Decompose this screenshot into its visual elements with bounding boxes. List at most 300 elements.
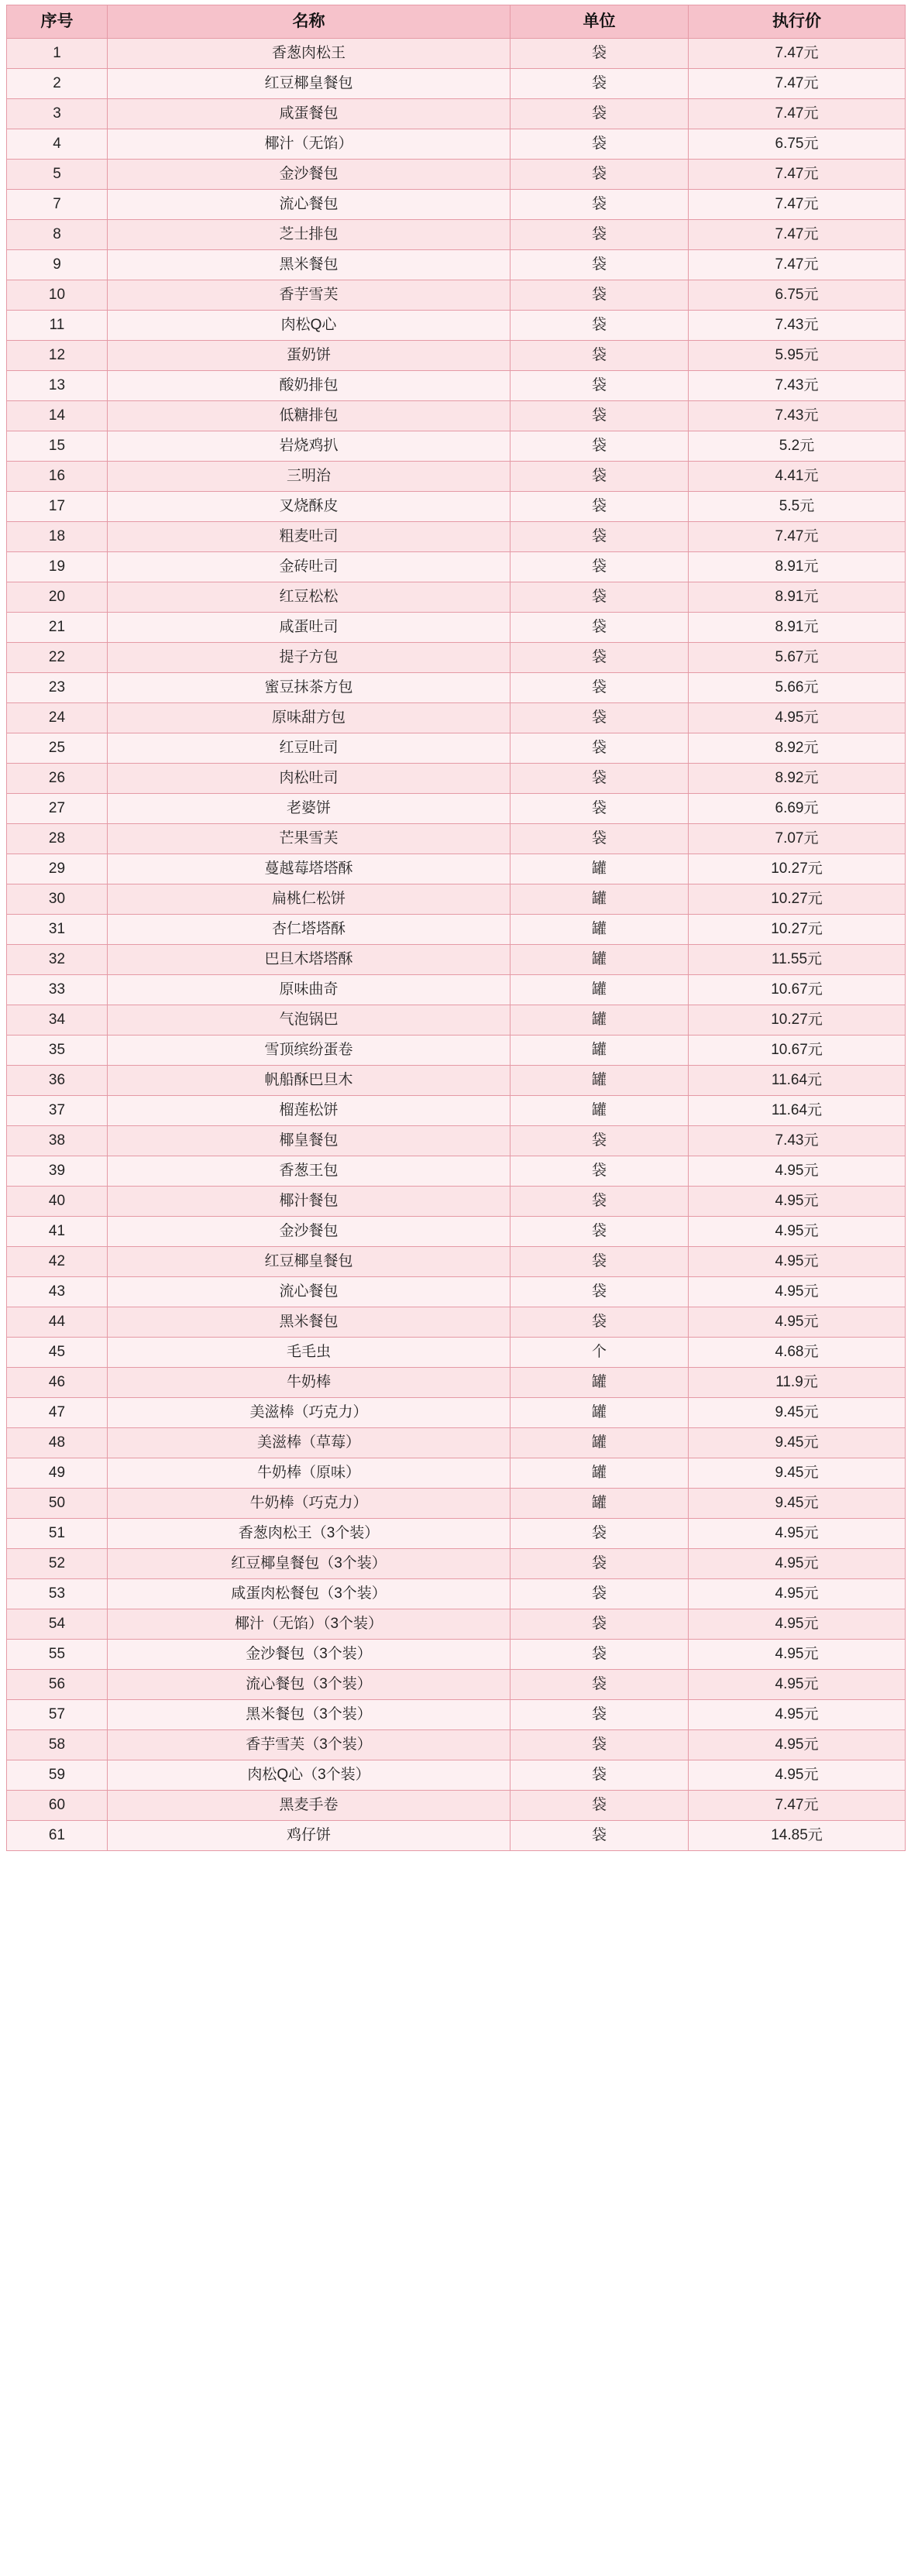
cell-price: 7.47元 (689, 99, 906, 129)
cell-price: 7.47元 (689, 522, 906, 552)
price-table (6, 5, 906, 1851)
cell-price: 7.47元 (689, 160, 906, 190)
cell-price: 5.67元 (689, 643, 906, 673)
cell-unit: 袋 (511, 673, 689, 703)
cell-index: 34 (7, 1005, 108, 1036)
cell-index: 21 (7, 613, 108, 643)
cell-price: 4.41元 (689, 462, 906, 492)
cell-index: 49 (7, 1458, 108, 1489)
cell-name: 金沙餐包（3个装） (108, 1640, 511, 1670)
table-row (7, 431, 906, 462)
cell-name: 黑米餐包（3个装） (108, 1700, 511, 1730)
cell-price: 5.2元 (689, 431, 906, 462)
cell-unit: 罐 (511, 975, 689, 1005)
cell-name: 肉松吐司 (108, 764, 511, 794)
cell-unit: 袋 (511, 703, 689, 733)
cell-name: 红豆吐司 (108, 733, 511, 764)
cell-name: 原味曲奇 (108, 975, 511, 1005)
cell-name: 美滋棒（草莓） (108, 1428, 511, 1458)
cell-name: 原味甜方包 (108, 703, 511, 733)
cell-unit: 袋 (511, 552, 689, 582)
cell-name: 流心餐包 (108, 190, 511, 220)
cell-unit: 袋 (511, 1700, 689, 1730)
cell-price: 7.47元 (689, 190, 906, 220)
cell-unit: 袋 (511, 250, 689, 280)
cell-unit: 袋 (511, 1821, 689, 1851)
cell-price: 4.95元 (689, 1640, 906, 1670)
cell-index: 36 (7, 1066, 108, 1096)
table-row (7, 39, 906, 69)
cell-price: 6.69元 (689, 794, 906, 824)
table-row (7, 1458, 906, 1489)
column-header-unit: 单位 (511, 5, 689, 39)
cell-unit: 袋 (511, 1549, 689, 1579)
cell-name: 牛奶棒 (108, 1368, 511, 1398)
cell-index: 37 (7, 1096, 108, 1126)
cell-name: 巴旦木塔塔酥 (108, 945, 511, 975)
cell-name: 香芋雪芙（3个装） (108, 1730, 511, 1760)
cell-name: 雪顶缤纷蛋卷 (108, 1036, 511, 1066)
cell-price: 10.27元 (689, 1005, 906, 1036)
cell-unit: 袋 (511, 462, 689, 492)
table-row (7, 582, 906, 613)
cell-index: 43 (7, 1277, 108, 1307)
cell-index: 29 (7, 854, 108, 884)
cell-name: 咸蛋吐司 (108, 613, 511, 643)
cell-price: 6.75元 (689, 280, 906, 311)
cell-name: 帆船酥巴旦木 (108, 1066, 511, 1096)
table-row (7, 1247, 906, 1277)
cell-price: 7.07元 (689, 824, 906, 854)
table-row (7, 552, 906, 582)
cell-name: 咸蛋餐包 (108, 99, 511, 129)
cell-unit: 袋 (511, 733, 689, 764)
cell-price: 4.95元 (689, 1700, 906, 1730)
cell-name: 椰汁（无馅） (108, 129, 511, 160)
cell-name: 香葱肉松王 (108, 39, 511, 69)
table-row (7, 371, 906, 401)
table-row (7, 1791, 906, 1821)
cell-unit: 袋 (511, 280, 689, 311)
table-row (7, 492, 906, 522)
cell-price: 8.92元 (689, 733, 906, 764)
cell-unit: 袋 (511, 643, 689, 673)
table-row (7, 824, 906, 854)
table-row (7, 1700, 906, 1730)
cell-index: 25 (7, 733, 108, 764)
table-row (7, 522, 906, 552)
column-header-price: 执行价 (689, 5, 906, 39)
cell-unit: 袋 (511, 69, 689, 99)
cell-name: 黑米餐包 (108, 250, 511, 280)
cell-unit: 袋 (511, 220, 689, 250)
cell-index: 15 (7, 431, 108, 462)
cell-price: 9.45元 (689, 1489, 906, 1519)
cell-unit: 袋 (511, 1187, 689, 1217)
cell-name: 牛奶棒（原味） (108, 1458, 511, 1489)
cell-unit: 袋 (511, 129, 689, 160)
cell-index: 40 (7, 1187, 108, 1217)
cell-index: 8 (7, 220, 108, 250)
cell-unit: 罐 (511, 884, 689, 915)
table-row (7, 129, 906, 160)
cell-unit: 袋 (511, 824, 689, 854)
cell-index: 30 (7, 884, 108, 915)
cell-index: 56 (7, 1670, 108, 1700)
cell-price: 5.95元 (689, 341, 906, 371)
cell-name: 老婆饼 (108, 794, 511, 824)
cell-index: 51 (7, 1519, 108, 1549)
cell-index: 41 (7, 1217, 108, 1247)
table-row (7, 69, 906, 99)
cell-index: 19 (7, 552, 108, 582)
cell-price: 4.95元 (689, 1307, 906, 1338)
table-row (7, 99, 906, 129)
table-row (7, 764, 906, 794)
cell-price: 7.43元 (689, 1126, 906, 1156)
cell-unit: 袋 (511, 190, 689, 220)
cell-unit: 罐 (511, 1096, 689, 1126)
table-row (7, 1307, 906, 1338)
cell-index: 23 (7, 673, 108, 703)
cell-price: 4.95元 (689, 1217, 906, 1247)
table-row (7, 1005, 906, 1036)
cell-name: 肉松Q心 (108, 311, 511, 341)
cell-price: 5.66元 (689, 673, 906, 703)
cell-price: 7.47元 (689, 1791, 906, 1821)
cell-price: 11.64元 (689, 1066, 906, 1096)
cell-name: 粗麦吐司 (108, 522, 511, 552)
table-row (7, 401, 906, 431)
cell-name: 椰皇餐包 (108, 1126, 511, 1156)
table-row (7, 250, 906, 280)
cell-index: 44 (7, 1307, 108, 1338)
cell-name: 香葱王包 (108, 1156, 511, 1187)
cell-index: 10 (7, 280, 108, 311)
cell-unit: 罐 (511, 1458, 689, 1489)
cell-name: 芝士排包 (108, 220, 511, 250)
cell-name: 流心餐包（3个装） (108, 1670, 511, 1700)
cell-index: 4 (7, 129, 108, 160)
cell-index: 7 (7, 190, 108, 220)
table-row (7, 945, 906, 975)
cell-unit: 罐 (511, 1428, 689, 1458)
cell-price: 4.95元 (689, 1187, 906, 1217)
cell-unit: 罐 (511, 1066, 689, 1096)
cell-index: 5 (7, 160, 108, 190)
cell-name: 香葱肉松王（3个装） (108, 1519, 511, 1549)
cell-name: 低糖排包 (108, 401, 511, 431)
cell-unit: 袋 (511, 1519, 689, 1549)
cell-unit: 袋 (511, 371, 689, 401)
table-header (7, 5, 906, 39)
cell-price: 4.95元 (689, 1247, 906, 1277)
cell-name: 气泡锅巴 (108, 1005, 511, 1036)
table-row (7, 1579, 906, 1609)
cell-unit: 罐 (511, 1368, 689, 1398)
table-row (7, 1096, 906, 1126)
cell-unit: 袋 (511, 1579, 689, 1609)
cell-index: 12 (7, 341, 108, 371)
cell-price: 7.47元 (689, 250, 906, 280)
table-row (7, 915, 906, 945)
cell-index: 45 (7, 1338, 108, 1368)
cell-name: 黑米餐包 (108, 1307, 511, 1338)
table-row (7, 1156, 906, 1187)
cell-price: 8.91元 (689, 552, 906, 582)
table-row (7, 1821, 906, 1851)
cell-unit: 袋 (511, 1640, 689, 1670)
table-row (7, 220, 906, 250)
cell-unit: 袋 (511, 1156, 689, 1187)
cell-index: 60 (7, 1791, 108, 1821)
cell-unit: 罐 (511, 1489, 689, 1519)
cell-index: 16 (7, 462, 108, 492)
cell-index: 57 (7, 1700, 108, 1730)
cell-unit: 罐 (511, 854, 689, 884)
cell-price: 7.43元 (689, 311, 906, 341)
table-row (7, 884, 906, 915)
cell-name: 美滋棒（巧克力） (108, 1398, 511, 1428)
cell-price: 10.27元 (689, 854, 906, 884)
cell-price: 4.68元 (689, 1338, 906, 1368)
cell-name: 金砖吐司 (108, 552, 511, 582)
cell-index: 54 (7, 1609, 108, 1640)
cell-unit: 袋 (511, 99, 689, 129)
cell-unit: 袋 (511, 522, 689, 552)
cell-unit: 袋 (511, 492, 689, 522)
cell-price: 11.55元 (689, 945, 906, 975)
cell-name: 毛毛虫 (108, 1338, 511, 1368)
table-row (7, 1489, 906, 1519)
cell-name: 椰汁（无馅）（3个装） (108, 1609, 511, 1640)
cell-index: 26 (7, 764, 108, 794)
cell-index: 48 (7, 1428, 108, 1458)
cell-price: 7.43元 (689, 371, 906, 401)
cell-price: 10.67元 (689, 975, 906, 1005)
cell-price: 8.92元 (689, 764, 906, 794)
cell-name: 红豆椰皇餐包 (108, 69, 511, 99)
cell-unit: 罐 (511, 1398, 689, 1428)
cell-price: 14.85元 (689, 1821, 906, 1851)
cell-price: 4.95元 (689, 1549, 906, 1579)
cell-name: 芒果雪芙 (108, 824, 511, 854)
cell-name: 扁桃仁松饼 (108, 884, 511, 915)
cell-index: 46 (7, 1368, 108, 1398)
cell-index: 27 (7, 794, 108, 824)
cell-name: 咸蛋肉松餐包（3个装） (108, 1579, 511, 1609)
cell-name: 金沙餐包 (108, 1217, 511, 1247)
cell-unit: 袋 (511, 1730, 689, 1760)
cell-index: 28 (7, 824, 108, 854)
cell-unit: 袋 (511, 431, 689, 462)
table-row (7, 1730, 906, 1760)
table-body (7, 39, 906, 1851)
cell-index: 61 (7, 1821, 108, 1851)
cell-name: 红豆椰皇餐包 (108, 1247, 511, 1277)
cell-unit: 个 (511, 1338, 689, 1368)
cell-index: 38 (7, 1126, 108, 1156)
cell-unit: 袋 (511, 39, 689, 69)
table-row (7, 1640, 906, 1670)
cell-name: 酸奶排包 (108, 371, 511, 401)
cell-price: 4.95元 (689, 1670, 906, 1700)
cell-price: 7.47元 (689, 69, 906, 99)
cell-index: 55 (7, 1640, 108, 1670)
cell-price: 4.95元 (689, 1277, 906, 1307)
table-row (7, 643, 906, 673)
cell-index: 35 (7, 1036, 108, 1066)
table-row (7, 703, 906, 733)
cell-index: 59 (7, 1760, 108, 1791)
table-row (7, 1368, 906, 1398)
cell-unit: 袋 (511, 1217, 689, 1247)
cell-unit: 罐 (511, 915, 689, 945)
table-row (7, 673, 906, 703)
table-header-row (7, 5, 906, 39)
cell-index: 53 (7, 1579, 108, 1609)
cell-index: 20 (7, 582, 108, 613)
cell-unit: 袋 (511, 341, 689, 371)
cell-index: 22 (7, 643, 108, 673)
table-row (7, 1277, 906, 1307)
column-header-index: 序号 (7, 5, 108, 39)
cell-name: 蔓越莓塔塔酥 (108, 854, 511, 884)
cell-name: 流心餐包 (108, 1277, 511, 1307)
cell-unit: 袋 (511, 1277, 689, 1307)
column-header-name: 名称 (108, 5, 511, 39)
cell-price: 8.91元 (689, 613, 906, 643)
cell-unit: 罐 (511, 1036, 689, 1066)
cell-unit: 袋 (511, 1609, 689, 1640)
cell-index: 1 (7, 39, 108, 69)
table-row (7, 1187, 906, 1217)
cell-unit: 罐 (511, 945, 689, 975)
cell-price: 7.47元 (689, 220, 906, 250)
cell-price: 4.95元 (689, 1730, 906, 1760)
table-row (7, 280, 906, 311)
table-row (7, 190, 906, 220)
cell-name: 红豆松松 (108, 582, 511, 613)
cell-unit: 袋 (511, 1126, 689, 1156)
cell-price: 8.91元 (689, 582, 906, 613)
cell-name: 鸡仔饼 (108, 1821, 511, 1851)
cell-price: 9.45元 (689, 1428, 906, 1458)
cell-price: 10.67元 (689, 1036, 906, 1066)
cell-index: 31 (7, 915, 108, 945)
table-row (7, 341, 906, 371)
cell-name: 提子方包 (108, 643, 511, 673)
cell-unit: 罐 (511, 1005, 689, 1036)
cell-index: 3 (7, 99, 108, 129)
table-row (7, 975, 906, 1005)
cell-index: 42 (7, 1247, 108, 1277)
cell-unit: 袋 (511, 794, 689, 824)
cell-name: 榴莲松饼 (108, 1096, 511, 1126)
table-row (7, 733, 906, 764)
cell-name: 蛋奶饼 (108, 341, 511, 371)
table-row (7, 311, 906, 341)
cell-name: 蜜豆抹茶方包 (108, 673, 511, 703)
cell-index: 33 (7, 975, 108, 1005)
cell-unit: 袋 (511, 613, 689, 643)
cell-name: 牛奶棒（巧克力） (108, 1489, 511, 1519)
cell-price: 11.64元 (689, 1096, 906, 1126)
cell-name: 叉烧酥皮 (108, 492, 511, 522)
cell-index: 14 (7, 401, 108, 431)
cell-price: 4.95元 (689, 1579, 906, 1609)
cell-price: 6.75元 (689, 129, 906, 160)
cell-name: 椰汁餐包 (108, 1187, 511, 1217)
cell-unit: 袋 (511, 311, 689, 341)
table-row (7, 1519, 906, 1549)
cell-unit: 袋 (511, 1760, 689, 1791)
cell-index: 24 (7, 703, 108, 733)
cell-name: 杏仁塔塔酥 (108, 915, 511, 945)
cell-unit: 袋 (511, 1791, 689, 1821)
table-row (7, 1217, 906, 1247)
cell-price: 4.95元 (689, 1519, 906, 1549)
table-row (7, 613, 906, 643)
table-row (7, 854, 906, 884)
cell-index: 52 (7, 1549, 108, 1579)
table-row (7, 1066, 906, 1096)
cell-index: 18 (7, 522, 108, 552)
cell-index: 2 (7, 69, 108, 99)
cell-index: 13 (7, 371, 108, 401)
cell-price: 11.9元 (689, 1368, 906, 1398)
cell-name: 肉松Q心（3个装） (108, 1760, 511, 1791)
cell-index: 39 (7, 1156, 108, 1187)
table-row (7, 794, 906, 824)
cell-index: 47 (7, 1398, 108, 1428)
cell-index: 58 (7, 1730, 108, 1760)
cell-unit: 袋 (511, 1670, 689, 1700)
cell-name: 三明治 (108, 462, 511, 492)
cell-name: 金沙餐包 (108, 160, 511, 190)
cell-index: 32 (7, 945, 108, 975)
cell-price: 4.95元 (689, 703, 906, 733)
cell-price: 4.95元 (689, 1156, 906, 1187)
cell-index: 50 (7, 1489, 108, 1519)
cell-unit: 袋 (511, 582, 689, 613)
cell-name: 岩烧鸡扒 (108, 431, 511, 462)
cell-price: 9.45元 (689, 1458, 906, 1489)
cell-price: 7.43元 (689, 401, 906, 431)
table-row (7, 1338, 906, 1368)
cell-price: 10.27元 (689, 915, 906, 945)
table-row (7, 1398, 906, 1428)
cell-price: 4.95元 (689, 1760, 906, 1791)
cell-name: 黑麦手卷 (108, 1791, 511, 1821)
table-row (7, 1609, 906, 1640)
table-row (7, 1428, 906, 1458)
cell-index: 9 (7, 250, 108, 280)
table-row (7, 1036, 906, 1066)
cell-price: 7.47元 (689, 39, 906, 69)
cell-price: 9.45元 (689, 1398, 906, 1428)
cell-unit: 袋 (511, 1307, 689, 1338)
table-row (7, 1549, 906, 1579)
table-row (7, 1760, 906, 1791)
table-row (7, 1670, 906, 1700)
cell-price: 5.5元 (689, 492, 906, 522)
cell-unit: 袋 (511, 401, 689, 431)
cell-name: 红豆椰皇餐包（3个装） (108, 1549, 511, 1579)
table-row (7, 160, 906, 190)
cell-price: 10.27元 (689, 884, 906, 915)
table-row (7, 462, 906, 492)
